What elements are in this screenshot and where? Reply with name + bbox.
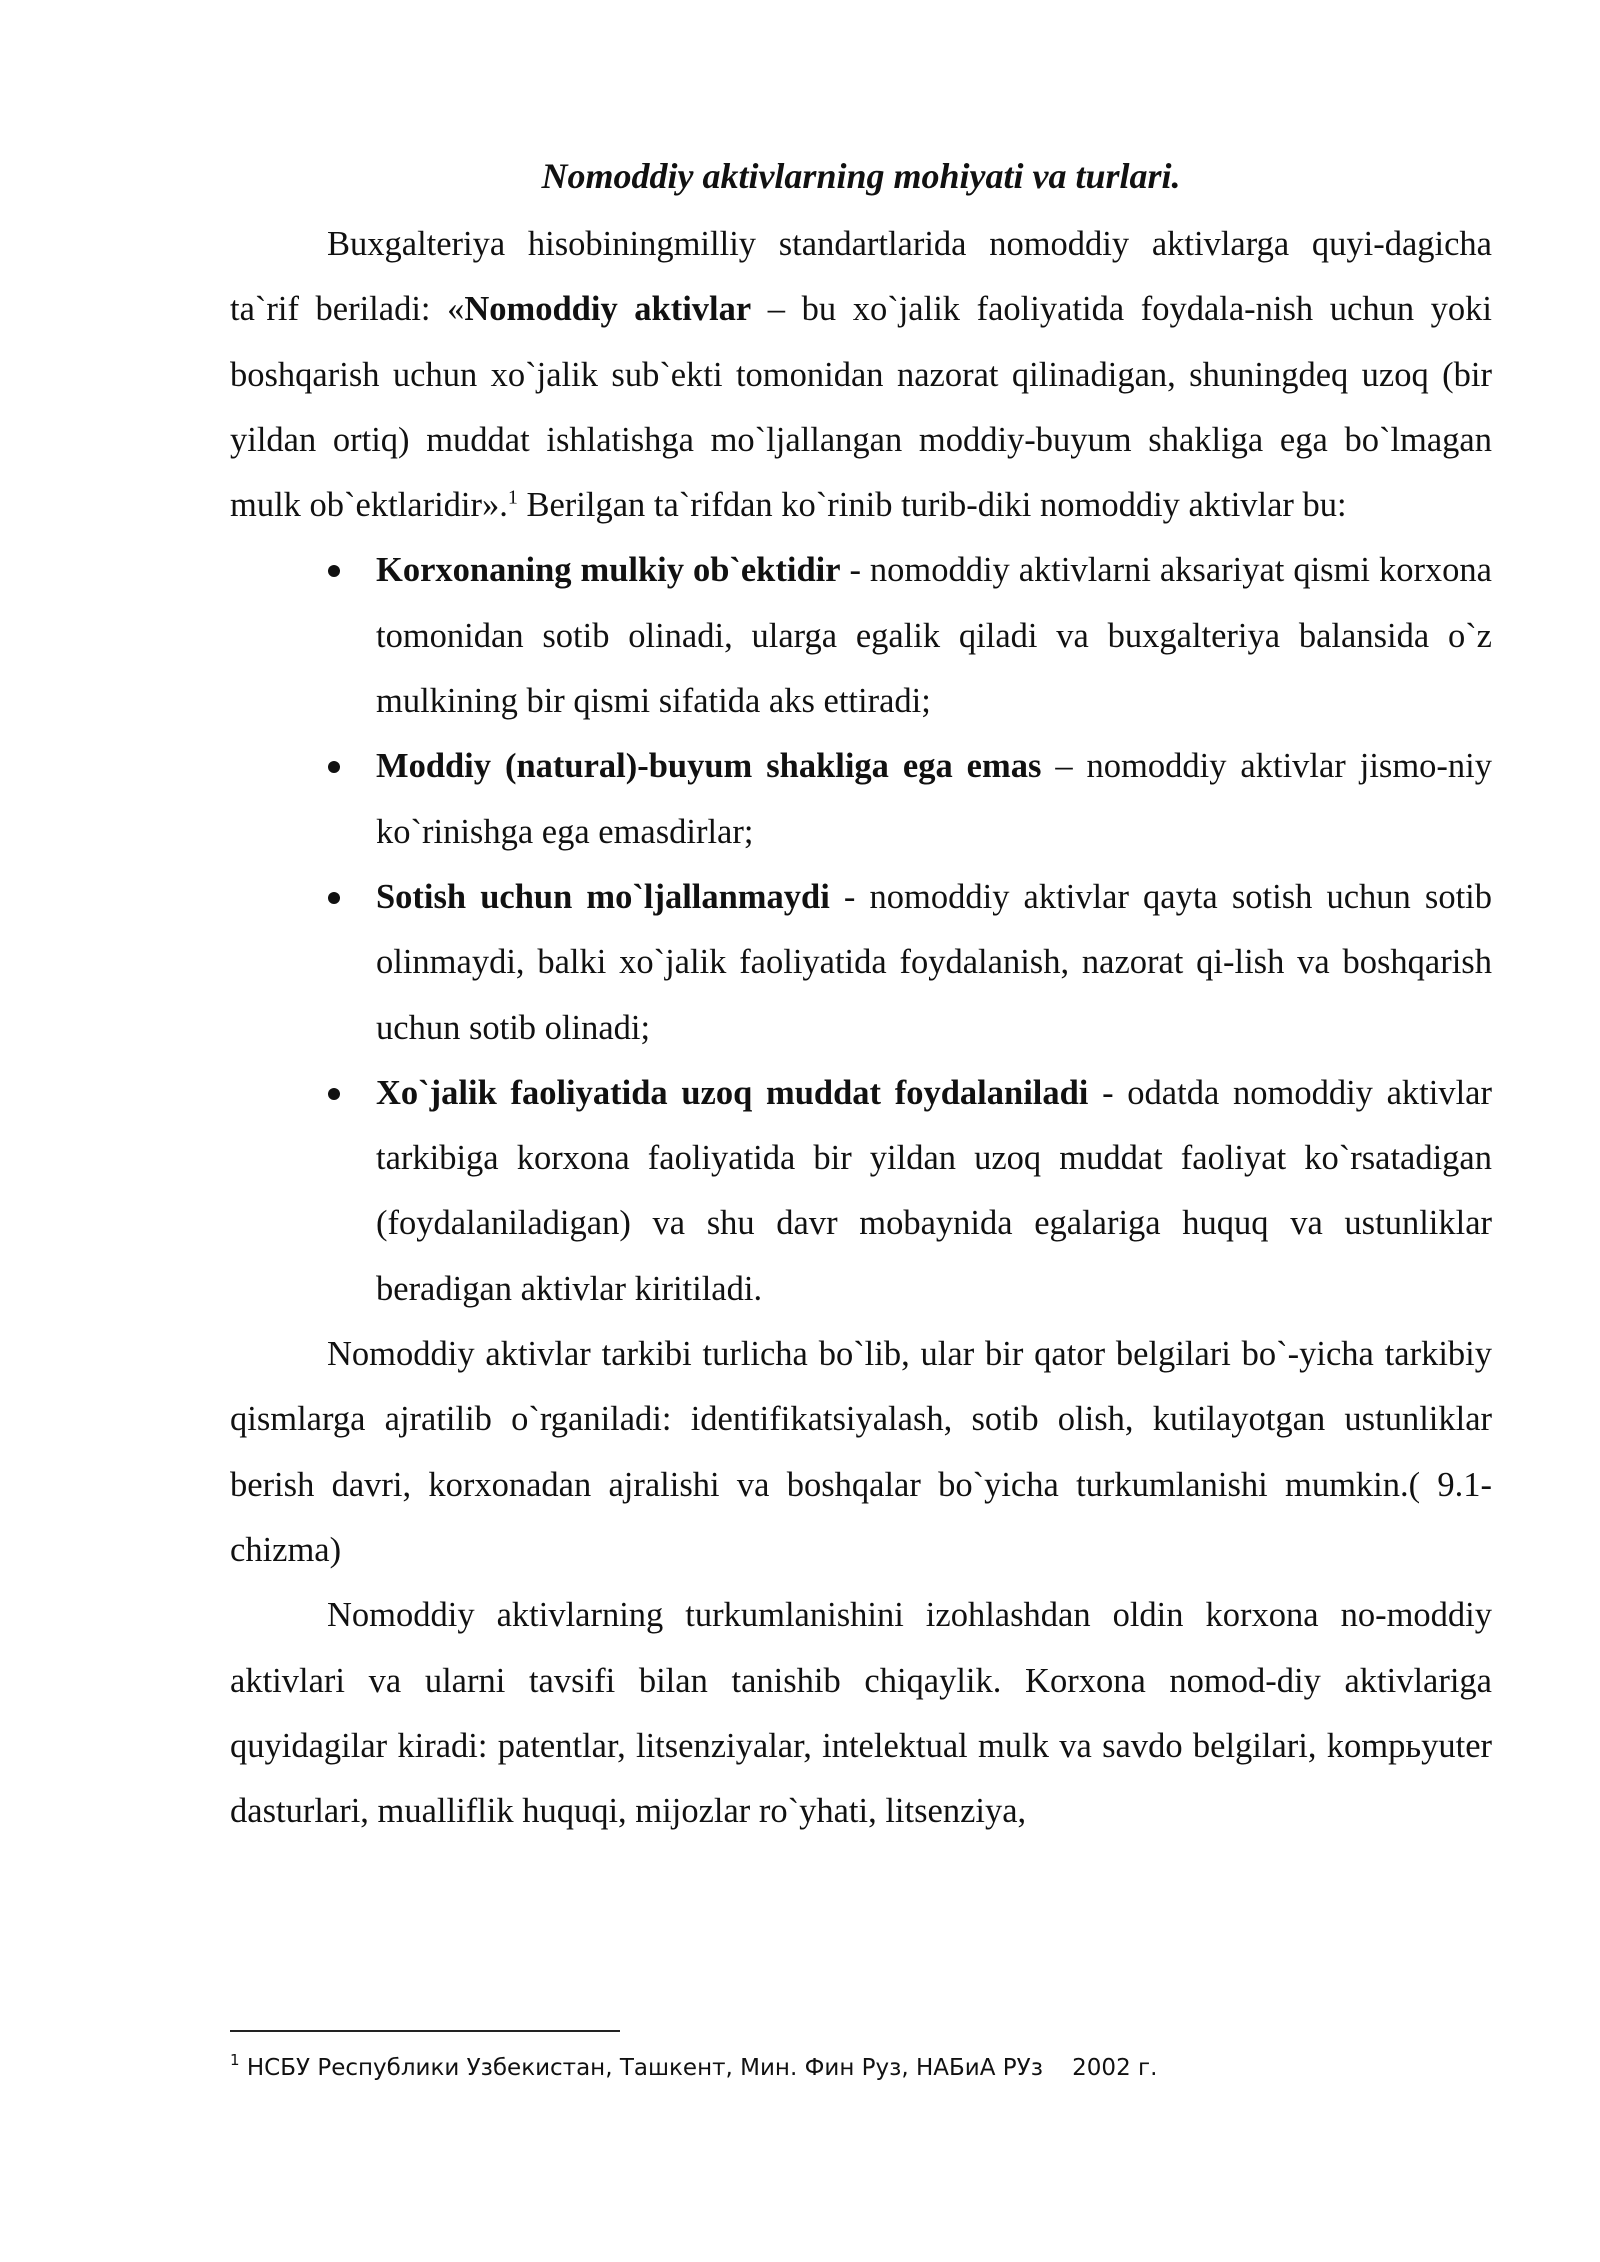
list-item — [376, 865, 1492, 1061]
footnote-divider — [230, 2030, 620, 2032]
list-item-text: - odatda nomoddiy aktivlar tarkibiga korxona faoliyatida bir yildan uzoq muddat faoliyat ko`rsatadigan (foydalaniladigan) va shu davr mobaynida egalariga huquq va ustunliklar beradigan aktivlar kiritiladi. — [376, 1073, 1492, 1308]
bullet-list — [230, 538, 1492, 1322]
bullet-icon — [328, 761, 340, 773]
bullet-icon — [328, 892, 340, 904]
list-item-text: - nomoddiy aktivlar qayta sotish uchun sotib olinmaydi, balki xo`jalik faoliyatida foydalanish, nazorat qi-lish va boshqarish uchun sotib olinadi; — [376, 877, 1493, 1047]
paragraph-classification: Nomoddiy aktivlar tarkibi turlicha bo`lib, ular bir qator belgilari bo`-yicha tarkibiy qismlarga ajratilib o`rganiladi: identifikatsiyalash, sotib olish, kutilayotgan ustunliklar berish davri, korxonadan ajralishi va boshqalar bo`yicha turkumlanishi mumkin.( 9.1-chizma) — [230, 1335, 1492, 1569]
list-item — [376, 538, 1492, 734]
bullet-icon — [328, 1088, 340, 1100]
bullet-icon — [328, 565, 340, 577]
intro-text-1: Buxgalteriya hisobiningmilliy standartlarida nomoddiy aktivlarga quyi-dagicha ta`rif beriladi: « — [230, 225, 1492, 329]
list-item-text: – nomoddiy aktivlar jismo-niy ko`rinishga ega emasdirlar; — [376, 747, 1493, 851]
document-page — [230, 150, 1492, 1844]
list-item — [376, 1061, 1492, 1322]
intro-paragraph — [230, 212, 1492, 538]
list-item-term: Xo`jalik faoliyatida uzoq muddat foydalaniladi — [376, 1073, 1089, 1112]
list-item-term: Sotish uchun mo`ljallanmaydi — [376, 877, 830, 916]
paragraph-asset-types: Nomoddiy aktivlarning turkumlanishini izohlashdan oldin korxona no-moddiy aktivlari va ularni tavsifi bilan tanishib chiqaylik. Korxona nomod-diy aktivlariga quyidagilar kiradi: patentlar, litsenziyalar, intelektual mulk va savdo belgilari, kompьyuter dasturlari, mualliflik huquqi, mijozlar ro`yhati, litsenziya, — [230, 1596, 1492, 1831]
intro-bold-term: Nomoddiy aktivlar — [464, 290, 752, 329]
intro-text-2: – bu xo`jalik faoliyatida foydala-nish uchun yoki boshqarish uchun xo`jalik sub`ekti tomonidan nazorat qilinadigan, shuningdeq uzoq (bir yildan ortiq) muddat ishlatishga mo`ljallangan moddiy-buyum shakliga ega bo`lmagan mulk ob`ektlaridir». — [230, 290, 1493, 525]
list-item-term: Korxonaning mulkiy ob`ektidir — [376, 551, 841, 590]
list-item-text: - nomoddiy aktivlarni aksariyat qismi korxona tomonidan sotib olinadi, ularga egalik qiladi va buxgalteriya balansida o`z mulkining bir qismi sifatida aks ettiradi; — [376, 551, 1492, 721]
footnote-number: 1 — [230, 2051, 240, 2069]
page-title: Nomoddiy aktivlarning mohiyati va turlari. — [541, 156, 1181, 196]
list-item — [376, 734, 1492, 865]
footnote-text: НСБУ Республики Узбекистан, Ташкент, Мин. Фин Руз, НАБиА РУз 2002 г. — [239, 2055, 1158, 2081]
intro-text-3: Berilgan ta`rifdan ko`rinib turib-diki nomoddiy aktivlar bu: — [517, 486, 1347, 525]
list-item-term: Moddiy (natural)-buyum shakliga ega emas — [376, 747, 1042, 786]
footnote — [230, 2052, 1157, 2084]
footnote-reference[interactable]: 1 — [507, 486, 518, 509]
